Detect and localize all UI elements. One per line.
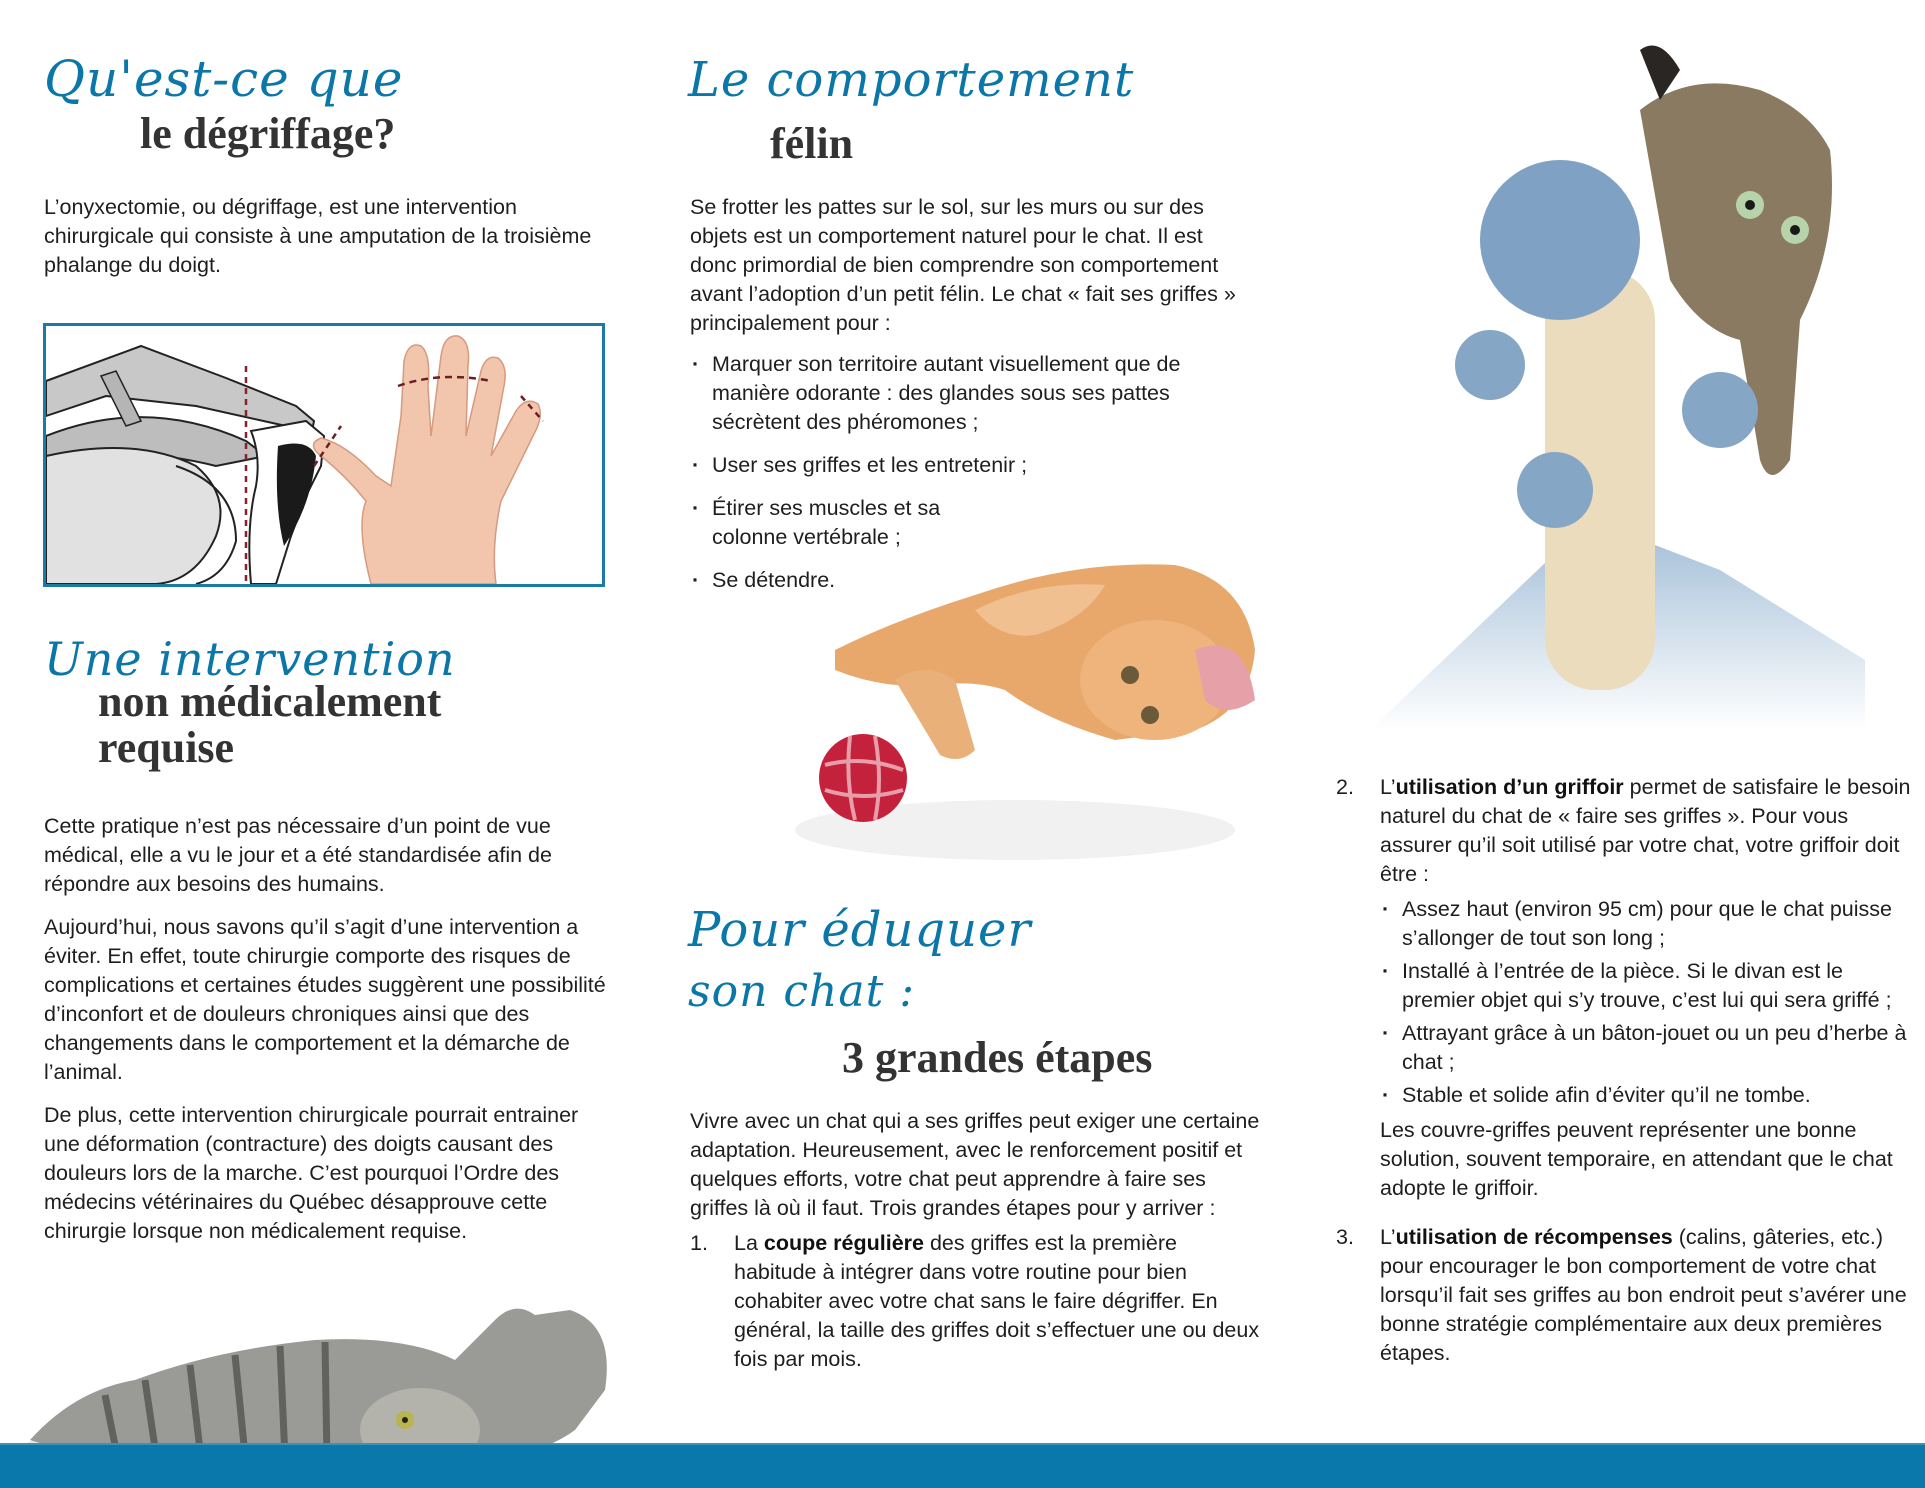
- step-1: 1. La coupe régulière des griffes est la première habitude à intégrer dans votre routine pour bien cohabiter avec votre chat sans le faire dégriffer. En général, la taille des griffes doit s’effectuer une ou deux fois par mois.: [690, 1231, 1260, 1371]
- step-number: 2.: [1336, 775, 1354, 799]
- serif-title-felin: félin: [770, 119, 854, 168]
- script-title-pour-eduquer: Pour éduquer: [688, 902, 1032, 958]
- paragraph-1: Cette pratique n’est pas nécessaire d’un point de vue médical, elle a vu le jour et a été standardisée afin de répondre aux besoins des humains.: [44, 814, 552, 896]
- behaviour-paragraph: Se frotter les pattes sur le sol, sur les murs ou sur des objets est un comportement naturel pour le chat. Il est donc primordial de bien comprendre son comportement avant l’adoption d’un petit félin. Le chat « fait ses griffes » principalement pour :: [690, 195, 1236, 335]
- step-3-bold: utilisation de récompenses: [1395, 1225, 1673, 1249]
- list-item: · Se détendre.: [690, 566, 1255, 595]
- claw-caps-note: Les couvre-griffes peuvent représenter une bonne solution, souvent temporaire, en attendant que le chat adopte le griffoir.: [1380, 1118, 1893, 1200]
- orange-kitten-photo: [775, 540, 1260, 870]
- red-ball: [819, 734, 907, 822]
- script-title-son-chat: son chat :: [688, 966, 916, 1017]
- step-number: 3.: [1336, 1225, 1354, 1249]
- paragraph-2: Aujourd’hui, nous savons qu’il s’agit d’une intervention a éviter. En effet, toute chirurgie comporte des risques de complications et certaines études suggèrent une possibilité d’inconfort et de douleurs chroniques ainsi que des changements dans le comportement et la démarche de l’animal.: [44, 915, 606, 1084]
- list-item: · User ses griffes et les entretenir ;: [690, 451, 1255, 480]
- cat-claw-anatomy-illustration: [46, 326, 602, 584]
- script-title-quest-ce-que: Qu'est-ce que: [44, 50, 404, 108]
- step-number: 1.: [690, 1231, 708, 1255]
- tabby-cat-scratching-post-photo: [1340, 40, 1900, 730]
- declawing-figure: [43, 323, 605, 587]
- paragraph-3: De plus, cette intervention chirurgicale pourrait entrainer une déformation (contracture) des doigts causant des douleurs lors de la marche. C’est pourquoi l’Ordre des médecins vétérinaires du Québec désapprouve cette chirurgie lorsque non médicalement requise.: [44, 1103, 579, 1243]
- step-1-bold: coupe régulière: [763, 1231, 924, 1255]
- list-item: · Installé à l’entrée de la pièce. Si le divan est le premier objet qui s’y trouve, c’est lui qui sera griffé ;: [1380, 957, 1911, 1015]
- steps-list-part1: [690, 1229, 1260, 1374]
- list-item: · Étirer ses muscles et sa colonne vertébrale ;: [690, 494, 990, 552]
- footer-band: [0, 1443, 1925, 1488]
- list-item: · Assez haut (environ 95 cm) pour que le chat puisse s’allonger de tout son long ;: [1380, 895, 1911, 953]
- serif-title-3-grandes-etapes: 3 grandes étapes: [842, 1033, 1153, 1082]
- step-3: 3. L’utilisation de récompenses (calins, gâteries, etc.) pour encourager le bon comportement de votre chat lorsqu’il fait ses griffes au bon endroit peut s’avérer une bonne stratégie complémentaire aux deux premières étapes.: [1336, 1225, 1907, 1365]
- list-item: · Attrayant grâce à un bâton-jouet ou un peu d’herbe à chat ;: [1380, 1019, 1911, 1077]
- scratching-post-requirements: [1380, 895, 1911, 1110]
- hand-illustration: [314, 336, 544, 584]
- step-2-bold: utilisation d’un griffoir: [1395, 775, 1624, 799]
- serif-title-degriffage: le dégriffage?: [140, 109, 396, 158]
- declawing-definition: [44, 193, 604, 294]
- definition-paragraph: L’onyxectomie, ou dégriffage, est une intervention chirurgicale qui consiste à une amputation de la troisième phalange du doigt.: [44, 195, 592, 277]
- steps-list-part2: [1336, 773, 1911, 1368]
- list-item: · Marquer son territoire autant visuellement que de manière odorante : des glandes sous ses pattes sécrètent des phéromones ;: [690, 350, 1255, 437]
- education-text-continued: [1336, 773, 1911, 1384]
- serif-title-non-medicalement: non médicalement: [98, 677, 442, 726]
- script-title-une-intervention: Une intervention: [44, 632, 456, 686]
- serif-title-requise: requise: [98, 723, 235, 772]
- list-item: · Stable et solide afin d’éviter qu’il ne tombe.: [1380, 1081, 1911, 1110]
- education-text: [690, 1107, 1260, 1390]
- education-intro: Vivre avec un chat qui a ses griffes peut exiger une certaine adaptation. Heureusement, avec le renforcement positif et quelques efforts, votre chat peut apprendre à faire ses griffes là où il faut. Trois grandes étapes pour y arriver :: [690, 1109, 1260, 1220]
- script-title-le-comportement: Le comportement: [688, 52, 1135, 108]
- step-2: 2. L’utilisation d’un griffoir permet de satisfaire le besoin naturel du chat de « faire ses griffes ». Pour vous assurer qu’il soit utilisé par votre chat, votre griffoir doit être : · Assez haut (environ 95 cm) pour que le chat puisse s’allonger de tout son long ; · Installé à l’entrée de la pièce. Si le divan est le premier objet qui s’y trouve, c’est lui qui sera griffé ; · Attrayant grâce à un bâton-jouet ou un peu d’herbe à chat ; · Stable et solide afin d’éviter qu’il ne tombe. Les couvre-griffes peuvent représenter une bonne solution, souvent temporaire, en attendant que le chat adopte le griffoir.: [1336, 773, 1911, 1203]
- non-medical-paragraphs: [44, 812, 609, 1260]
